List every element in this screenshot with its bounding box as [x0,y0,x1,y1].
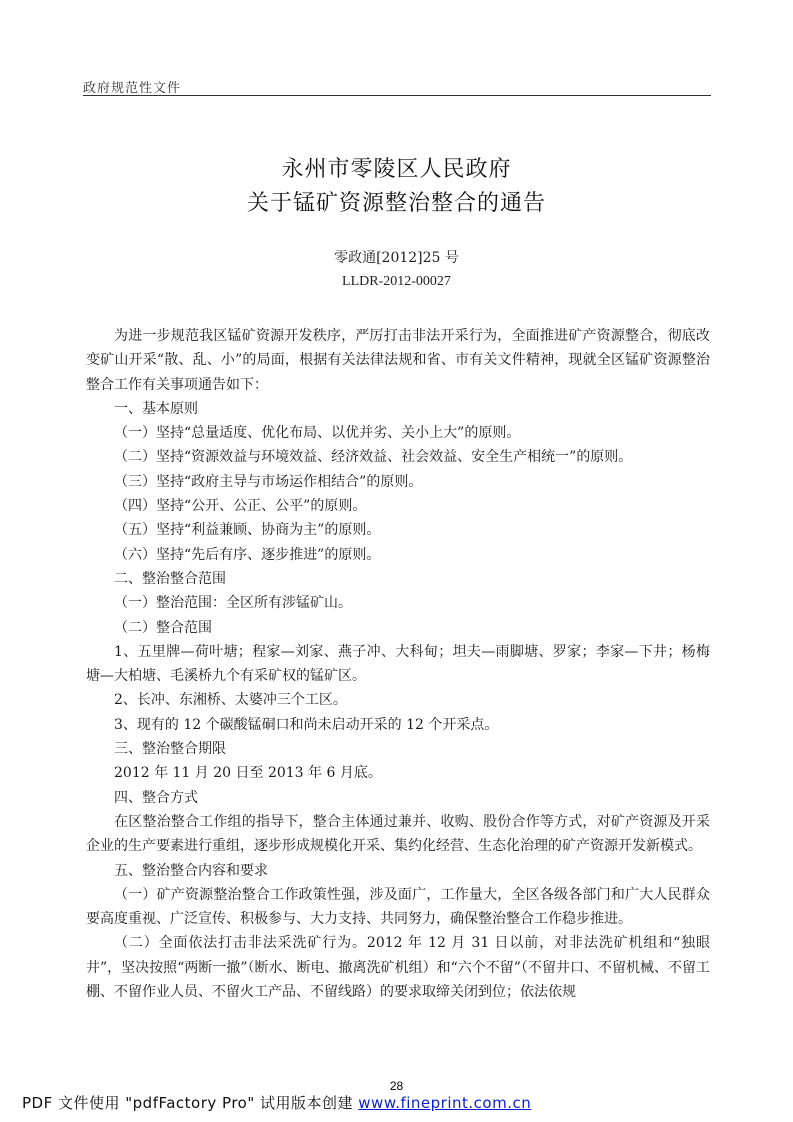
scope-item: 3、现有的 12 个碳酸锰硐口和尚未启动开采的 12 个开采点。 [114,716,499,733]
document-number: 零政通[2012]25 号 [334,250,459,266]
footer-link[interactable]: www.fineprint.com.cn [358,1094,532,1112]
principle-item: （五）坚持“利益兼顾、协商为主”的原则。 [114,522,381,539]
method-paragraph: 在区整治整合工作组的指导下，整合主体通过兼并、收购、股份合作等方式，对矿产资源及开采企业的生产要素进行重组，逐步形成规模化开采、集约化经营、生态化治理的矿产资源开发新模式。 [86,813,710,855]
section-heading: 一、基本原则 [114,400,198,417]
header-label: 政府规范性文件 [83,81,182,96]
document-code: LLDR-2012-00027 [342,274,451,289]
footer-text: PDF 文件使用 "pdfFactory Pro" 试用版本创建 [22,1094,359,1112]
scope-item: 1、五里牌—荷叶塘；程家—刘家、燕子冲、大科甸；坦夫—雨脚塘、罗家；李家—下井；杨梅塘—大柏塘、毛溪桥九个有采矿权的锰矿区。 [86,643,710,685]
requirement-paragraph: （二）全面依法打击非法采洗矿行为。2012 年 12 月 31 日以前，对非法洗矿机组和“独眼井”，坚决按照“两断一撤”（断水、断电、撤离洗矿机组）和“六个不留”（不留井口、不留机械、不留工棚、不留作业人员、不留火工产品、不留线路）的要求取缔关闭到位；依法依规 [86,935,710,1001]
principle-item: （四）坚持“公开、公正、公平”的原则。 [114,498,367,515]
principle-item: （一）坚持“总量适度、优化布局、以优并劣、关小上大”的原则。 [114,425,521,442]
intro-paragraph: 为进一步规范我区锰矿资源开发秩序，严厉打击非法开采行为，全面推进矿产资源整合，彻底改变矿山开采“散、乱、小”的局面，根据有关法律法规和省、市有关文件精神，现就全区锰矿资源整治整合工作有关事项通告如下： [86,328,710,393]
section-heading: 四、整合方式 [114,789,198,806]
document-title-line1: 永州市零陵区人民政府 [281,157,512,182]
principle-item: （二）坚持“资源效益与环境效益、经济效益、社会效益、安全生产相统一”的原则。 [114,449,633,466]
section-heading: 五、整治整合内容和要求 [114,862,268,879]
principle-item: （三）坚持“政府主导与市场运作相结合”的原则。 [114,473,423,490]
section-heading: 三、整治整合期限 [114,741,226,758]
scope-item: 2、长冲、东湘桥、太婆冲三个工区。 [114,692,347,709]
scope-item: （二）整合范围 [114,619,212,636]
requirement-paragraph: （一）矿产资源整治整合工作政策性强，涉及面广，工作量大，全区各级各部门和广大人民群众要高度重视、广泛宣传、积极参与、大力支持、共同努力，确保整治整合工作稳步推进。 [86,886,710,928]
document-body [86,324,710,1004]
page-number: 28 [389,1079,404,1093]
document-title-line2: 关于锰矿资源整治整合的通告 [246,191,546,216]
principle-item: （六）坚持“先后有序、逐步推进”的原则。 [114,546,381,563]
header-divider [83,95,711,96]
pdf-footer [22,1092,531,1113]
period-text: 2012 年 11 月 20 日至 2013 年 6 月底。 [114,765,382,782]
scope-item: （一）整治范围：全区所有涉锰矿山。 [114,595,352,612]
section-heading: 二、整治整合范围 [114,570,226,587]
